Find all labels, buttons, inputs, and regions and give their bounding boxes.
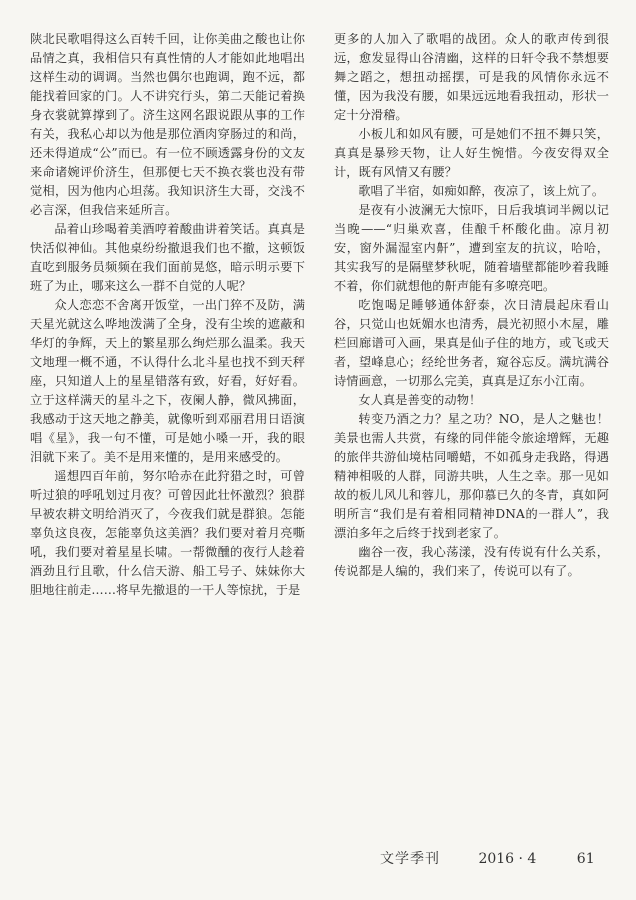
paragraph: 女人真是善变的动物！: [358, 393, 482, 407]
paragraph: 转变乃酒之力？星之功？NO，是人之魅也！美景也需人共赏，有缘的同伴能令旅途增辉，无趣的旅伴共游仙境枯同嚼蜡，不如孤身走我路，得遇精神相吸的人群，同游共哄，人生之幸。那一见如故的板儿风儿和蓉儿，那仰慕已久的冬青，真如阿明所言“我们是有着相同精神DNA的一群人”，我漂泊多年之后终于找到老家了。: [334, 412, 609, 540]
paragraph: 更多的人加入了歌唱的战团。众人的歌声传到很远，愈发显得山谷清幽，这样的日轩令我不禁想要舞之蹈之，想扭动摇摆，可是我的风情你永远不懂，因为我没有腰，如果远远地看我扭动，形状一定十分滑稽。: [334, 32, 609, 122]
page-footer: [380, 848, 620, 870]
paragraph: 品着山珍喝着美酒哼着酸曲讲着笑话。真真是快活似神仙。其他桌纷纷撤退我们也不撤，这顿饭直吃到服务员频频在我们面前晃悠，暗示明示要下班了为止，哪来这么一群不自觉的人呢？: [30, 222, 305, 293]
paragraph: 吃饱喝足睡够通体舒泰，次日清晨起床看山谷，只觉山也妩媚水也清秀，晨光初照小木屋，雕栏回廊谱可入画，果真是仙子住的地方，或飞或天者，望峰息心；经纶世务者，窥谷忘反。满坑满谷诗情画意，一切那么完美，真真是辽东小江南。: [334, 298, 609, 388]
paragraph: 众人恋恋不舍离开饭堂，一出门猝不及防，满天星光就这么哗地泼满了全身，没有尘埃的遮蔽和华灯的争辉，天上的繁星那么绚烂那么温柔。我天文地理一概不通，不认得什么北斗星也找不到天秤座，只知道人上的星星错落有致，好看，好好看。立于这样满天的星斗之下，夜阑人静，微风拂面，我感动于这天地之静美，就像听到邓丽君用日语演唱《星》，我一句不懂，可是她小嗓一开，我的眼泪就下来了。美不是用来懂的，是用来感受的。: [30, 298, 305, 464]
paragraph: 是夜有小波澜无大惊吓，日后我填词半阙以记当晚——“归巢欢喜，佳酿千杯酸化曲。凉月初安，窗外漏湿室内鼾”，遭到室友的抗议，哈哈，其实我写的是隔壁梦秋呢，随着墙壁都能吵着我睡不着，你们就想他的鼾声能有多嘹亮吧。: [334, 203, 609, 293]
journal-title: 文学季刊: [380, 851, 440, 867]
paragraph: 歌唱了半宿，如痴如醉，夜凉了，该上炕了。: [358, 184, 605, 198]
paragraph: 幽谷一夜，我心荡漾，没有传说有什么关系，传说都是人编的，我们来了，传说可以有了。: [334, 545, 609, 578]
right-text-column: [334, 30, 609, 820]
left-text-column: [30, 30, 305, 820]
paragraph: 陕北民歌唱得这么百转千回，让你美曲之酸也让你品情之真，我相信只有真性情的人才能如此地唱出这样生动的调调。当然也偶尔也跑调，跑不远，都能找着回家的门。人不讲究行头，第二天能记着换身衣裳就算撑到了。济生这网名跟说跟从事的工作有关，我私心却以为他是那位酒肉穿肠过的和尚，还未得道成“公”而已。有一位不顾透露身份的文友来命诸婉评价济生，但那便七天不换衣裳也没有带觉相，因为他内心坦荡。我知识济生大哥，交浅不必言深，但我信来延所言。: [30, 32, 305, 217]
paragraph: 遥想四百年前，努尔哈赤在此狩猎之时，可曾听过狼的呼吼划过月夜？可曾因此壮怀激烈？狼群早被农耕文明给消灭了，今夜我们就是群狼。怎能辜负这良夜，怎能辜负这美酒？我们要对着月亮嘶吼，我们要对着星星长啸。一帮微醺的夜行人趁着酒劲且行且歌，什么信天游、船工号子、妹妹你大胆地往前走……将早先撤退的一干人等惊扰，于是: [30, 469, 305, 597]
page-number: 61: [576, 851, 595, 867]
paragraph: 小板儿和如风有腰，可是她们不扭不舞只笑，真真是暴殄天物，让人好生惋惜。今夜安得双全计，既有风情又有腰？: [334, 127, 609, 179]
issue-number: 2016 · 4: [478, 851, 537, 867]
